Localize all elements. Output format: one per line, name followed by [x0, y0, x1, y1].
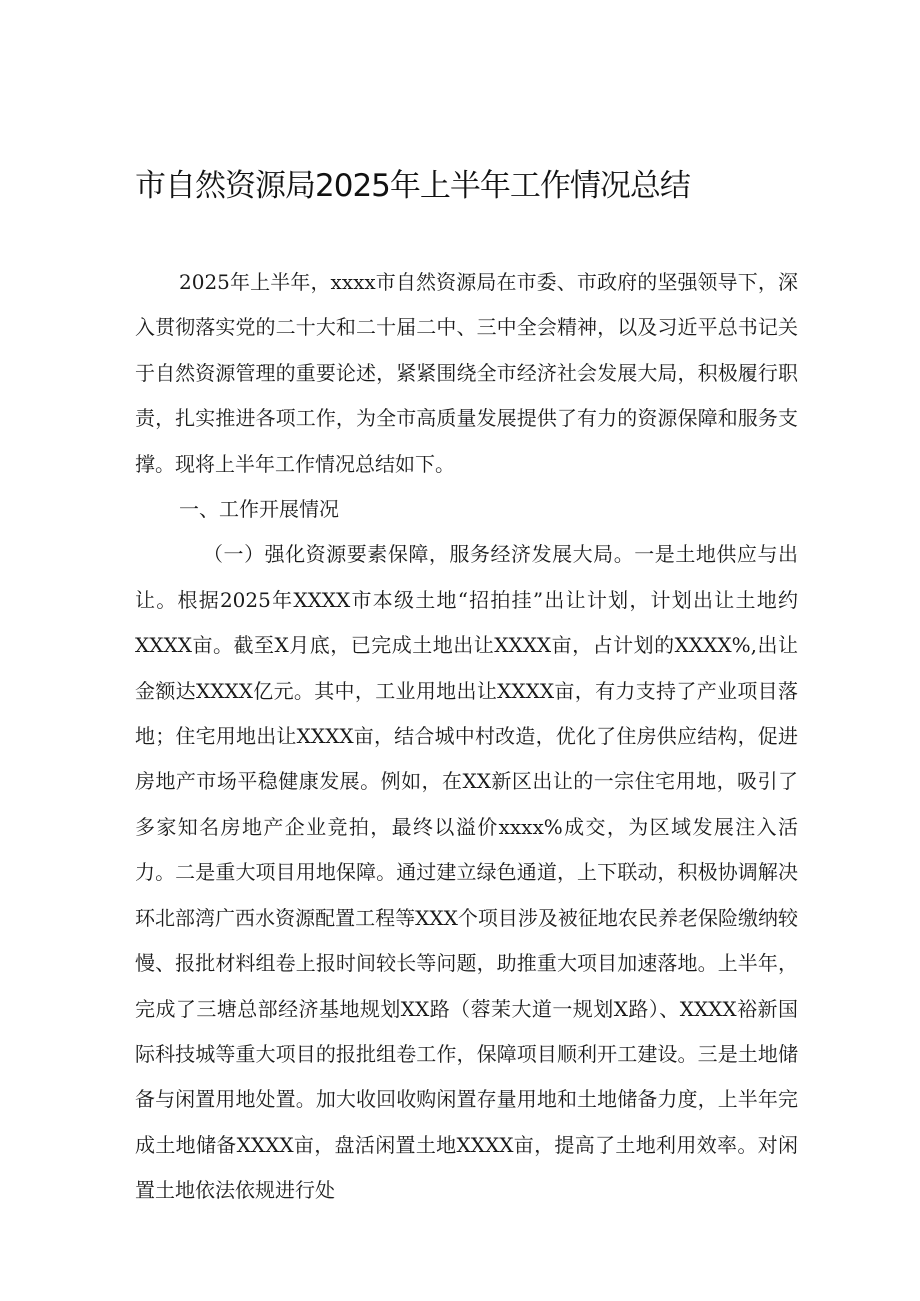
section-heading: 一、工作开展情况 — [179, 497, 339, 522]
intro-paragraph: 2025年上半年，xxxx市自然资源局在市委、市政府的坚强领导下，深入贯彻落实党的二十大和二十届二中、三中全会精神，以及习近平总书记关于自然资源管理的重要论述，紧紧围绕全市经济社会发展大局，积极履行职责，扎实推进各项工作，为全市高质量发展提供了有力的资源保障和服务支撑。现将上半年工作情况总结如下。 — [135, 270, 798, 476]
document-title: 市自然资源局2025年上半年工作情况总结 — [135, 168, 690, 204]
document-body — [135, 260, 798, 1214]
section-paragraph: （一）强化资源要素保障，服务经济发展大局。一是土地供应与出让。根据2025年XXXX市本级土地“招拍挂”出让计划，计划出让土地约XXXX亩。截至X月底，已完成土地出让XXXX亩，占计划的XXXX%,出让金额达XXXX亿元。其中，工业用地出让XXXX亩，有力支持了产业项目落地；住宅用地出让XXXX亩，结合城中村改造，优化了住房供应结构，促进房地产市场平稳健康发展。例如，在XX新区出让的一宗住宅用地，吸引了多家知名房地产企业竞拍，最终以溢价xxxx%成交，为区域发展注入活力。二是重大项目用地保障。通过建立绿色通道，上下联动，积极协调解决环北部湾广西水资源配置工程等XXX个项目涉及被征地农民养老保险缴纳较慢、报批材料组卷上报时间较长等问题，助推重大项目加速落地。上半年，完成了三塘总部经济基地规划XX路（蓉茉大道一规划X路）、XXXX裕新国际科技城等重大项目的报批组卷工作，保障项目顺利开工建设。三是土地储备与闲置用地处置。加大收回收购闲置存量用地和土地储备力度，上半年完成土地储备XXXX亩，盘活闲置土地XXXX亩，提高了土地利用效率。对闲置土地依法依规进行处 — [135, 542, 798, 1203]
